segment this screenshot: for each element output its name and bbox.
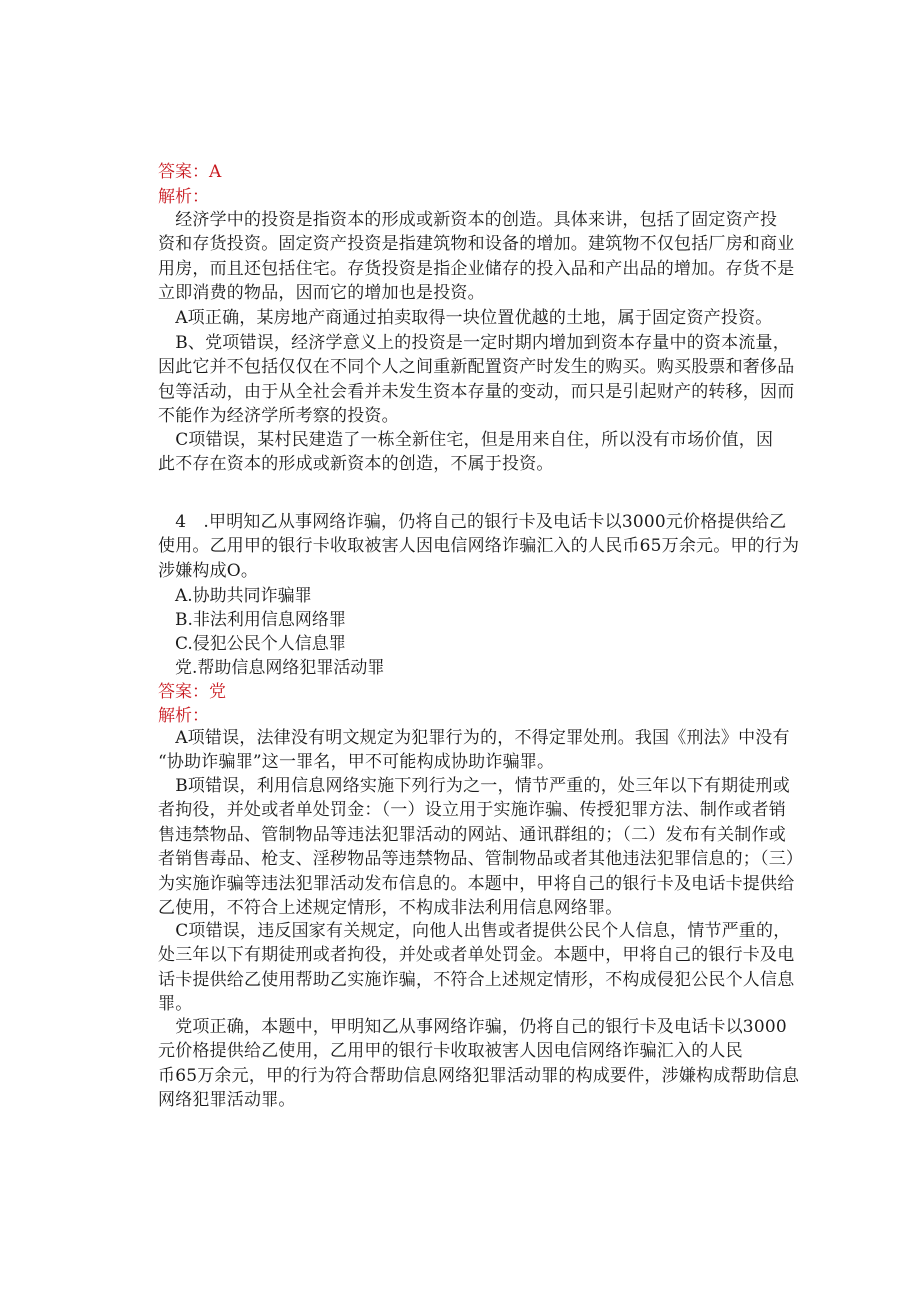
q4-option-c: C.侵犯公民个人信息罪 (158, 634, 346, 654)
q4-option-d: 党.帮助信息网络犯罪活动罪 (158, 658, 385, 678)
q4-option-b: B.非法利用信息网络罪 (158, 610, 346, 630)
q4-paragraph-b: B项错误，利用信息网络实施下列行为之一，情节严重的，处三年以下有期徒刑或 者拘役，并处或者单处罚金：（一）设立用于实施诈骗、传授犯罪方法、制作或者销 售违禁物品、管制物品等违法犯罪活动的网站、通讯群组的；（二）发布有关制作或 者销售毒品、枪支、淫秽物品等违禁物品、管制物品或者其他违法犯罪信息的；（三） 为实施诈骗等违法犯罪活动发布信息的。本题中，甲将自己的银行卡及电话卡提供给 乙使用，不符合上述规定情形，不构成非法利用信息网络罪。 (158, 776, 804, 919)
q4-stem: 4 .甲明知乙从事网络诈骗，仍将自己的银行卡及电话卡以3000元价格提供给乙 使用。乙用甲的银行卡收取被害人因电信网络诈骗汇入的人民币65万余元。甲的行为 涉嫌构成O。 (158, 512, 800, 581)
q3-analysis-label: 解析： (158, 187, 209, 207)
q4-paragraph-a: A项错误，法律没有明文规定为犯罪行为的，不得定罪处刑。我国《刑法》中没有 “协助诈骗罪”这一罪名，甲不可能构成协助诈骗罪。 (158, 728, 790, 773)
q4-option-a: A.协助共同诈骗罪 (158, 586, 312, 606)
q3-paragraph-c: C项错误，某村民建造了一栋全新住宅，但是用来自住，所以没有市场价值，因 此不存在资本的形成或新资本的创造，不属于投资。 (158, 430, 774, 475)
q3-answer: 答案：A (158, 162, 222, 182)
q4-analysis-label: 解析： (158, 706, 209, 726)
q4-answer: 答案：党 (158, 682, 226, 702)
q3-paragraph-a: A项正确，某房地产商通过拍卖取得一块位置优越的土地，属于固定资产投资。 (158, 308, 773, 328)
q4-paragraph-d: 党项正确，本题中，甲明知乙从事网络诈骗，仍将自己的银行卡及电话卡以3000 元价格提供给乙使用，乙用甲的银行卡收取被害人因电信网络诈骗汇入的人民 币65万余元，甲的行为符合帮助信息网络犯罪活动罪的构成要件，涉嫌构成帮助信息 网络犯罪活动罪。 (158, 1017, 800, 1111)
q3-paragraph-b: B、党项错误，经济学意义上的投资是一定时期内增加到资本存量中的资本流量， 因此它并不包括仅仅在不同个人之间重新配置资产时发生的购买。购买股票和奢侈品 包等活动，由于从全社会看并未发生资本存量的变动，而只是引起财产的转移，因而 不能作为经济学所考察的投资。 (158, 333, 795, 427)
q3-paragraph-intro: 经济学中的投资是指资本的形成或新资本的创造。具体来讲，包括了固定资产投 资和存货投资。固定资产投资是指建筑物和设备的增加。建筑物不仅包括厂房和商业 用房，而且还包括住宅。存货投资是指企业储存的投入品和产出品的增加。存货不是 立即消费的物品，因而它的增加也是投资。 (158, 210, 795, 304)
q4-paragraph-c: C项错误，违反国家有关规定，向他人出售或者提供公民个人信息，情节严重的， 处三年以下有期徒刑或者拘役，并处或者单处罚金。本题中，甲将自己的银行卡及电 话卡提供给乙使用帮助乙实施诈骗，不符合上述规定情形，不构成侵犯公民个人信息 罪。 (158, 921, 795, 1015)
